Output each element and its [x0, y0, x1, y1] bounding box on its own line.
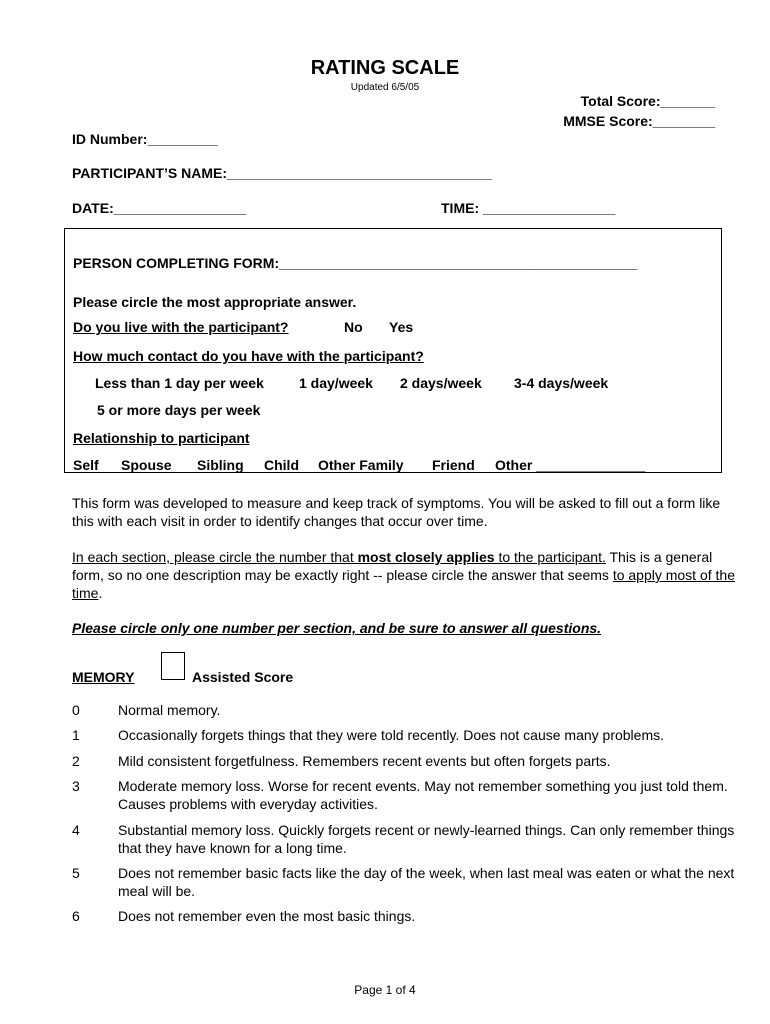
memory-item-number[interactable]: 4: [72, 822, 80, 838]
live-with-option-no[interactable]: No: [344, 319, 363, 335]
memory-item-text: Substantial memory loss. Quickly forgets recent or newly-learned things. Can only remember things that they have known for a long time.: [118, 822, 735, 856]
contact-question: How much contact do you have with the participant?: [73, 348, 424, 364]
relationship-heading: Relationship to participant: [73, 430, 250, 446]
relationship-option-spouse[interactable]: Spouse: [121, 457, 172, 473]
memory-item-number[interactable]: 5: [72, 865, 80, 881]
memory-item-number[interactable]: 3: [72, 778, 80, 794]
updated-date: Updated 6/5/05: [350, 82, 420, 93]
date-field[interactable]: DATE:_________________: [72, 200, 247, 216]
intro-p2-part5: .: [98, 585, 103, 601]
intro-paragraph-1: This form was developed to measure and keep track of symptoms. You will be asked to fill out a form like this with each visit in order to identify changes that occur over time.: [72, 495, 721, 529]
memory-item-number[interactable]: 6: [72, 908, 80, 924]
live-with-question: Do you live with the participant?: [73, 319, 289, 335]
intro-p2-part2: to the participant.: [494, 549, 606, 565]
total-score-field[interactable]: Total Score:_______: [580, 93, 715, 109]
relationship-option-other[interactable]: Other ______________: [495, 457, 646, 473]
memory-item-text: Moderate memory loss. Worse for recent events. May not remember something you just told them. Causes problems with everyday activities.: [118, 778, 728, 812]
intro-p2-bold: most closely applies: [357, 549, 495, 565]
relationship-option-sibling[interactable]: Sibling: [197, 457, 244, 473]
intro-paragraph-2: [72, 548, 742, 602]
participant-name-field[interactable]: PARTICIPANT’S NAME:__________________________________: [72, 165, 492, 181]
memory-item-text: Normal memory.: [118, 702, 221, 718]
live-with-option-yes[interactable]: Yes: [389, 319, 414, 335]
relationship-option-other-family[interactable]: Other Family: [318, 457, 404, 473]
memory-item-number[interactable]: 0: [72, 702, 80, 718]
mmse-score-field[interactable]: MMSE Score:________: [563, 113, 715, 129]
assisted-score-label: Assisted Score: [192, 669, 294, 685]
assisted-score-checkbox[interactable]: [161, 652, 185, 680]
memory-item-number[interactable]: 1: [72, 727, 80, 743]
memory-item-text: Occasionally forgets things that they were told recently. Does not cause many problems.: [118, 727, 665, 743]
memory-heading: MEMORY: [72, 669, 135, 685]
contact-option-1-day[interactable]: 1 day/week: [299, 375, 373, 391]
time-field[interactable]: TIME: _________________: [441, 200, 616, 216]
memory-item-text: Does not remember even the most basic things.: [118, 908, 416, 924]
person-completing-field[interactable]: PERSON COMPLETING FORM:______________________________________________: [73, 255, 638, 271]
relationship-option-child[interactable]: Child: [264, 457, 299, 473]
contact-option-less-than-1[interactable]: Less than 1 day per week: [95, 375, 264, 391]
contact-option-5-or-more[interactable]: 5 or more days per week: [97, 402, 261, 418]
intro-p2-part4: to apply most of the time: [72, 567, 735, 601]
intro-p2-part1: In each section, please circle the number that: [72, 549, 358, 565]
memory-item-number[interactable]: 2: [72, 753, 80, 769]
circle-instruction: Please circle the most appropriate answer.: [73, 294, 357, 310]
relationship-option-friend[interactable]: Friend: [432, 457, 475, 473]
memory-item-text: Mild consistent forgetfulness. Remembers recent events but often forgets parts.: [118, 753, 611, 769]
contact-option-2-days[interactable]: 2 days/week: [400, 375, 482, 391]
intro-p2-part3: This is a general form, so no one description may be exactly right -- please circle the answer that seems: [72, 549, 713, 583]
contact-option-3-4-days[interactable]: 3-4 days/week: [514, 375, 609, 391]
relationship-option-self[interactable]: Self: [73, 457, 99, 473]
intro-paragraph-3: Please circle only one number per section, and be sure to answer all questions.: [72, 620, 602, 636]
id-number-field[interactable]: ID Number:_________: [72, 131, 218, 147]
page-title: RATING SCALE: [310, 57, 460, 79]
memory-item-text: Does not remember basic facts like the day of the week, when last meal was eaten or what the next meal will be.: [118, 865, 735, 899]
page-number: Page 1 of 4: [354, 983, 416, 997]
